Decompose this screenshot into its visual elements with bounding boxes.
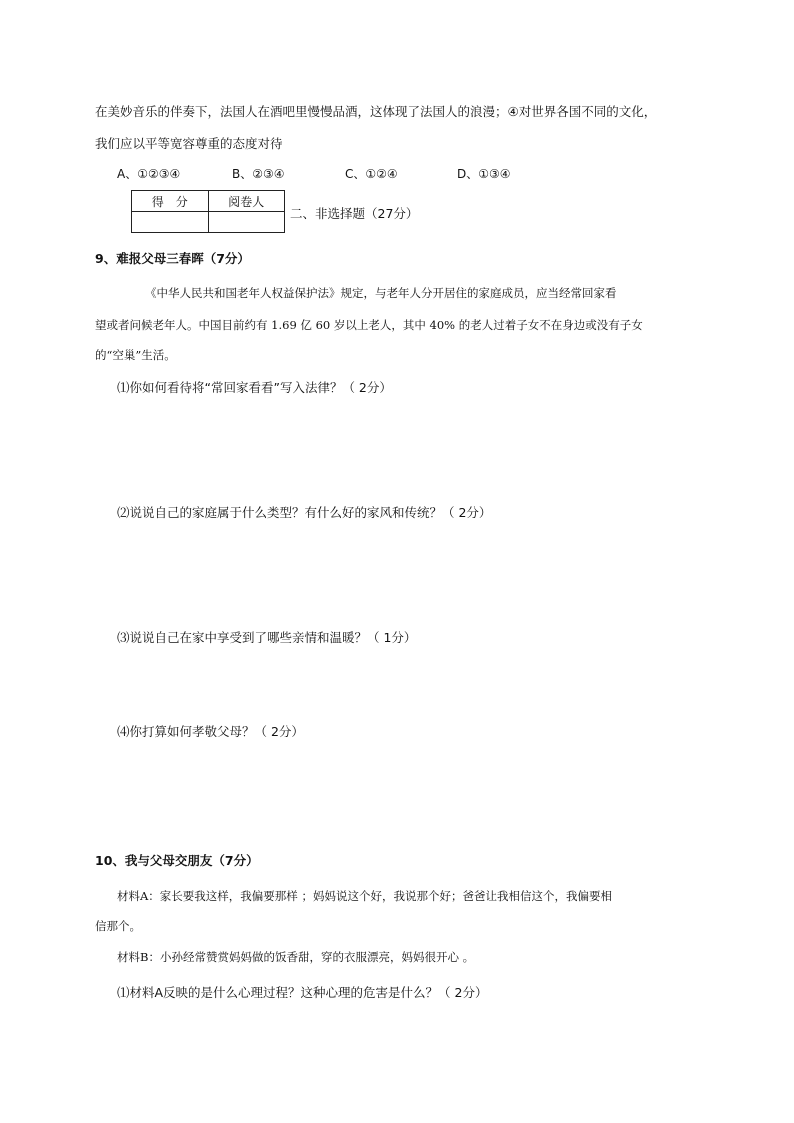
q10-title: 10、我与父母交朋友（7分） bbox=[95, 853, 259, 868]
q10-sub-1: ⑴材料A反映的是什么心理过程？这种心理的危害是什么？（ 2分） bbox=[117, 985, 488, 1000]
score-header: 得 分 bbox=[132, 191, 209, 212]
q9-passage-line-2: 望或者问候老年人。中国目前约有 1.69 亿 60 岁以上老人，其中 40% 的老人过着子女不在身边或没有子女 bbox=[95, 318, 643, 332]
q10-material-a-line-1: 材料A：家长要我这样，我偏要那样 ；妈妈说这个好，我说那个好；爸爸让我相信这个，我偏要相 bbox=[117, 889, 612, 903]
continuation-line-2: 我们应以平等宽容尊重的态度对待 bbox=[95, 136, 283, 151]
score-cell bbox=[132, 212, 209, 233]
option-d: D、①③④ bbox=[457, 167, 511, 181]
q9-passage-line-3: 的“空巢”生活。 bbox=[95, 348, 176, 362]
option-a: A、①②③④ bbox=[117, 167, 181, 181]
score-table bbox=[131, 190, 285, 233]
option-b: B、②③④ bbox=[232, 167, 285, 181]
q9-sub-4: ⑷你打算如何孝敬父母？（ 2分） bbox=[117, 724, 304, 739]
q9-sub-2: ⑵说说自己的家庭属于什么类型？有什么好的家风和传统？（ 2分） bbox=[117, 505, 492, 520]
q9-passage-line-1: 《中华人民共和国老年人权益保护法》规定，与老年人分开居住的家庭成员，应当经常回家看 bbox=[145, 286, 617, 300]
option-c: C、①②④ bbox=[345, 167, 398, 181]
q9-title: 9、难报父母三春晖（7分） bbox=[95, 251, 250, 266]
grader-header: 阅卷人 bbox=[208, 191, 285, 212]
q9-sub-3: ⑶说说自己在家中享受到了哪些亲情和温暖？（ 1分） bbox=[117, 630, 417, 645]
continuation-line-1: 在美妙音乐的伴奏下，法国人在酒吧里慢慢品酒，这体现了法国人的浪漫；④对世界各国不同的文化， bbox=[95, 104, 657, 119]
q10-material-a-line-2: 信那个。 bbox=[95, 919, 141, 933]
q10-material-b: 材料B：小孙经常赞赏妈妈做的饭香甜，穿的衣服漂亮，妈妈很开心 。 bbox=[117, 950, 475, 964]
grader-cell bbox=[208, 212, 285, 233]
section-title: 二、非选择题（27分） bbox=[290, 206, 419, 221]
q9-sub-1: ⑴你如何看待将“常回家看看”写入法律？（ 2分） bbox=[117, 380, 392, 395]
